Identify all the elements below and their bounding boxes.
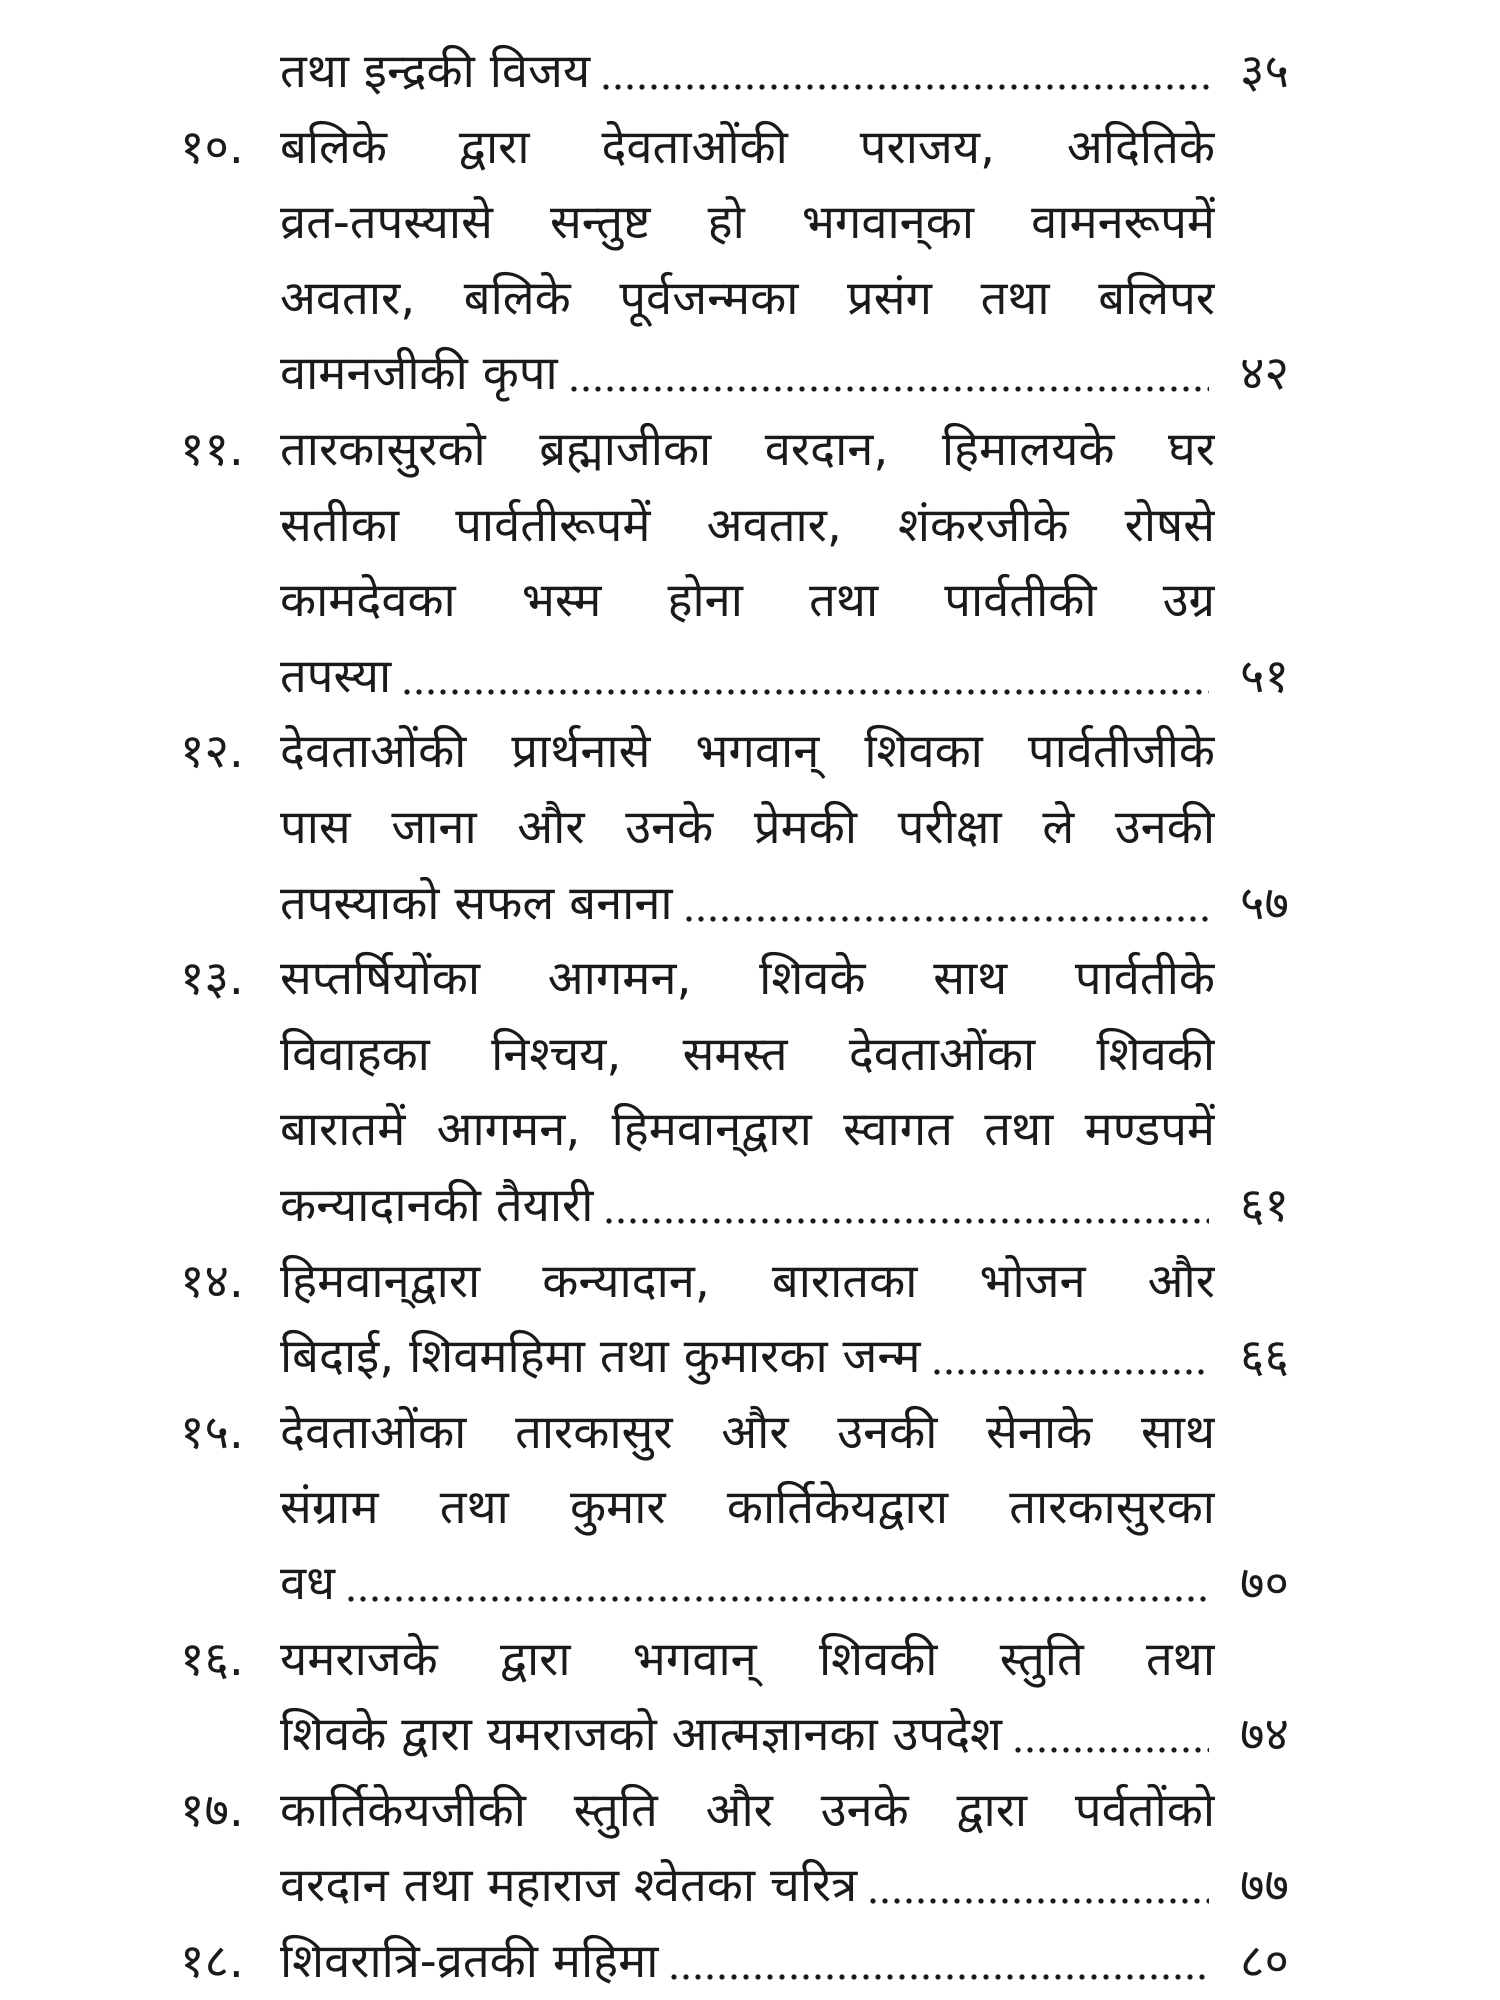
page-number: ४२ — [1240, 346, 1289, 402]
entry-last-line — [280, 639, 1215, 715]
entry-text-line: तथा इन्द्रकी विजय — [280, 44, 591, 99]
leader-dots — [600, 83, 1209, 91]
entry-text-line: पास जाना और उनके प्रेमकी परीक्षा ले उनकी — [280, 800, 1215, 855]
entry-text-line: सप्तर्षियोंका आगमन, शिवके साथ पार्वतीके — [280, 951, 1215, 1007]
entry-text-line: संग्राम तथा कुमार कार्तिकेयद्वारा तारकासुरका — [280, 1480, 1215, 1536]
leader-dots — [668, 1973, 1209, 1981]
page-number: ६१ — [1240, 1178, 1289, 1233]
entry-last-line — [280, 1848, 1215, 1924]
page-number: ३५ — [1240, 44, 1289, 99]
entry-text-line: शिवके द्वारा यमराजको आत्मज्ञानका उपदेश — [280, 1707, 1002, 1763]
leader-dots — [603, 1217, 1209, 1225]
entry-text-line: सतीका पार्वतीरूपमें अवतार, शंकरजीके रोषसे — [280, 497, 1215, 553]
entry-number: १६. — [180, 1631, 244, 1687]
entry-text-line: बारातमें आगमन, हिमवान्‌द्वारा स्वागत तथा मण्डपमें — [280, 1102, 1215, 1158]
entry-text-line: वध — [280, 1556, 336, 1611]
entry-text-line: व्रत-तपस्यासे सन्तुष्ट हो भगवान्‌का वामनरूपमें — [280, 195, 1215, 251]
leader-dots — [867, 1897, 1209, 1905]
entry-text-line: कार्तिकेयजीकी स्तुति और उनके द्वारा पर्वतोंको — [280, 1782, 1215, 1838]
entry-number: १०. — [180, 119, 244, 175]
entry-number: १४. — [180, 1253, 244, 1309]
page-number: ६६ — [1240, 1329, 1289, 1385]
entry-last-line — [280, 1168, 1215, 1244]
leader-dots — [683, 915, 1209, 923]
entry-text-line: बिदाई, शिवमहिमा तथा कुमारका जन्म — [280, 1329, 921, 1385]
page-number: ५७ — [1240, 875, 1289, 931]
entry-text-line: तपस्या — [280, 648, 392, 704]
leader-dots — [568, 385, 1209, 393]
entry-number: ११. — [180, 422, 244, 477]
entry-text-line: कन्यादानकी तैयारी — [280, 1178, 594, 1233]
leader-dots — [401, 688, 1209, 696]
page-number: ८० — [1240, 1934, 1289, 1989]
entry-text-line: देवताओंकी प्रार्थनासे भगवान् शिवका पार्वतीजीके — [280, 724, 1215, 780]
entry-text-line: देवताओंका तारकासुर और उनकी सेनाके साथ — [280, 1404, 1215, 1460]
page-number: ५१ — [1240, 648, 1289, 704]
entry-text-line: तारकासुरको ब्रह्माजीका वरदान, हिमालयके घर — [280, 422, 1215, 477]
entry-last-line — [280, 1697, 1215, 1773]
entry-text-line: शिवरात्रि-व्रतकी महिमा — [280, 1934, 659, 1989]
page-number: ७७ — [1240, 1858, 1289, 1914]
entry-number: १८. — [180, 1934, 244, 1989]
leader-dots — [1012, 1746, 1209, 1754]
entry-number: १५. — [180, 1404, 244, 1460]
entry-text-line: तपस्याको सफल बनाना — [280, 875, 673, 931]
entry-text-line: यमराजके द्वारा भगवान् शिवकी स्तुति तथा — [280, 1631, 1215, 1687]
entry-number: १३. — [180, 951, 244, 1007]
leader-dots — [931, 1368, 1210, 1376]
leader-dots — [345, 1595, 1209, 1603]
entry-text-line: अवतार, बलिके पूर्वजन्मका प्रसंग तथा बलिपर — [280, 270, 1215, 326]
entry-last-line — [280, 1546, 1215, 1622]
entry-last-line — [280, 1319, 1215, 1395]
entry-text-line: हिमवान्‌द्वारा कन्यादान, बारातका भोजन और — [280, 1253, 1215, 1309]
page-number: ७४ — [1240, 1707, 1289, 1763]
entry-last-line — [280, 1924, 1215, 2000]
entry-last-line — [280, 336, 1215, 412]
entry-last-line — [280, 866, 1215, 942]
entry-number: १७. — [180, 1782, 244, 1838]
entry-text-line: कामदेवका भस्म होना तथा पार्वतीकी उग्र — [280, 573, 1215, 629]
page-number: ७० — [1240, 1556, 1289, 1611]
entry-number: १२. — [180, 724, 244, 780]
entry-text-line: वामनजीकी कृपा — [280, 346, 558, 402]
entry-last-line — [280, 34, 1215, 110]
entry-text-line: विवाहका निश्चय, समस्त देवताओंका शिवकी — [280, 1026, 1215, 1082]
entry-text-line: बलिके द्वारा देवताओंकी पराजय, अदितिके — [280, 119, 1215, 175]
entry-text-line: वरदान तथा महाराज श्वेतका चरित्र — [280, 1858, 858, 1914]
